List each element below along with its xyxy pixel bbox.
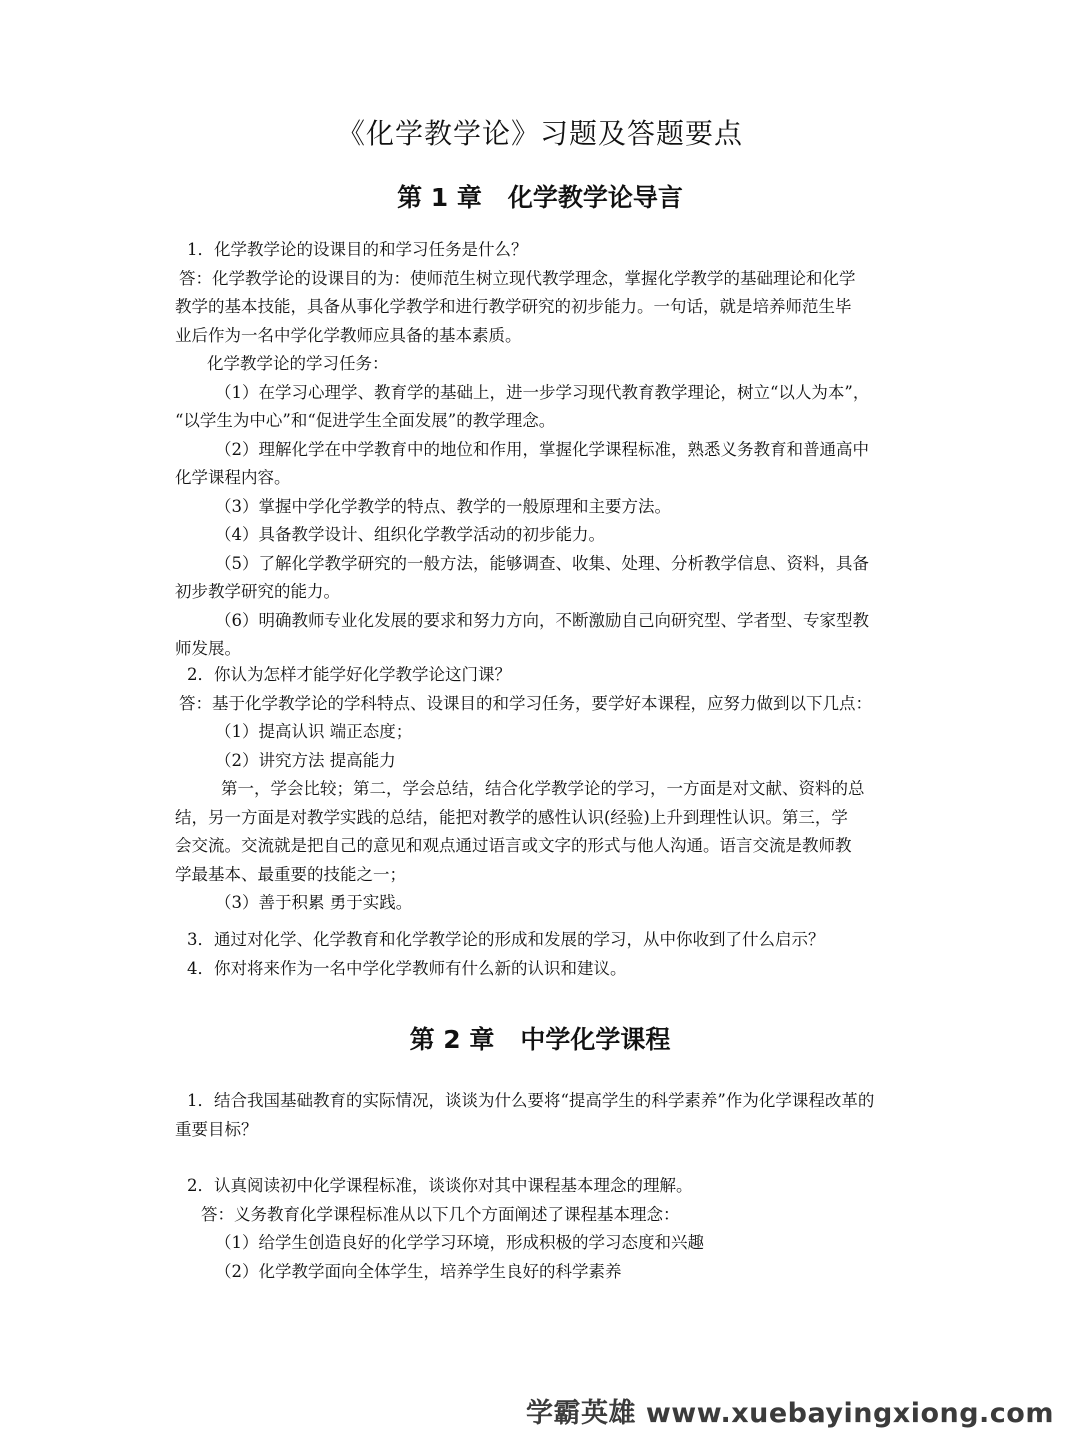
question: 2．你认为怎样才能学好化学教学论这门课？ — [187, 665, 511, 684]
chapter-1-number: 第 1 章 — [397, 183, 482, 212]
chapter-2-name: 中学化学课程 — [520, 1025, 671, 1054]
chapter-1-heading — [0, 178, 1080, 214]
site-watermark: 学霸英雄 www.xuebayingxiong.com — [525, 1398, 1054, 1429]
question: 2．认真阅读初中化学课程标准，谈谈你对其中课程基本理念的理解。 — [187, 1176, 693, 1195]
list-item-cont: “以学生为中心”和“促进学生全面发展”的教学理念。 — [175, 411, 556, 430]
list-item: （2）理解化学在中学教育中的地位和作用，掌握化学课程标准，熟悉义务教育和普通高中 — [215, 439, 869, 459]
list-item: （4）具备教学设计、组织化学教学活动的初步能力。 — [215, 525, 605, 544]
paragraph-line: 结，另一方面是对教学实践的总结，能把对教学的感性认识(经验)上升到理性认识。第三，学 — [175, 807, 848, 827]
list-item-cont: 师发展。 — [175, 639, 241, 658]
question: 1．化学教学论的设课目的和学习任务是什么？ — [187, 240, 528, 259]
list-item: （1）提高认识 端正态度； — [215, 722, 413, 741]
list-item: （1）在学习心理学、教育学的基础上，进一步学习现代教育教学理论，树立“以人为本”， — [215, 382, 870, 402]
paragraph-line: 学最基本、最重要的技能之一； — [175, 864, 406, 884]
chapter-2-body — [175, 1087, 937, 1286]
paragraph-line: 第一，学会比较；第二，学会总结，结合化学教学论的学习，一方面是对文献、资料的总 — [221, 779, 865, 798]
list-item-cont: 化学课程内容。 — [175, 468, 291, 487]
chapter-1-q2 — [175, 661, 937, 918]
question: 1．结合我国基础教育的实际情况，谈谈为什么要将“提高学生的科学素养”作为化学课程改革的 — [187, 1091, 875, 1110]
question: 4．你对将来作为一名中学化学教师有什么新的认识和建议。 — [187, 958, 627, 978]
chapter-2-number: 第 2 章 — [409, 1025, 495, 1054]
list-item: （3）掌握中学化学教学的特点、教学的一般原理和主要方法。 — [215, 496, 671, 516]
chapter-2-heading — [0, 1020, 1080, 1056]
question: 3．通过对化学、化学教育和化学教学论的形成和发展的学习，从中你收到了什么启示？ — [187, 930, 825, 949]
document-title: 《化学教学论》习题及答题要点 — [336, 117, 743, 150]
list-item: （2）讲究方法 提高能力 — [215, 750, 396, 770]
chapter-1-body — [175, 236, 937, 664]
list-item: （1）给学生创造良好的化学学习环境，形成积极的学习态度和兴趣 — [215, 1233, 704, 1252]
paragraph-line: 会交流。交流就是把自己的意见和观点通过语言或文字的形式与他人沟通。语言交流是教师教 — [175, 836, 852, 855]
list-item: （2）化学教学面向全体学生，培养学生良好的科学素养 — [215, 1261, 622, 1281]
answer: 答：基于化学教学论的学科特点、设课目的和学习任务，要学好本课程，应努力做到以下几点： — [179, 693, 872, 713]
list-item: （5）了解化学教学研究的一般方法，能够调查、收集、处理、分析教学信息、资料，具备 — [215, 553, 869, 573]
answer: 答：化学教学论的设课目的为：使师范生树立现代教学理念，掌握化学教学的基础理论和化学 — [179, 268, 856, 288]
list-item: （3）善于积累 勇于实践。 — [215, 893, 413, 912]
tasks-heading: 化学教学论的学习任务： — [207, 354, 389, 373]
answer: 答：义务教育化学课程标准从以下几个方面阐述了课程基本理念： — [201, 1204, 680, 1224]
chapter-1-name: 化学教学论导言 — [507, 183, 683, 212]
list-item: （6）明确教师专业化发展的要求和努力方向，不断激励自己向研究型、学者型、专家型教 — [215, 610, 869, 630]
chapter-1-q3-q4 — [187, 926, 937, 983]
spacer — [187, 1144, 937, 1172]
answer-line: 业后作为一名中学化学教师应具备的基本素质。 — [175, 325, 522, 345]
question-cont: 重要目标？ — [175, 1119, 258, 1139]
list-item-cont: 初步教学研究的能力。 — [175, 582, 340, 601]
answer-line: 教学的基本技能，具备从事化学教学和进行教学研究的初步能力。一句话，就是培养师范生毕 — [175, 297, 852, 316]
